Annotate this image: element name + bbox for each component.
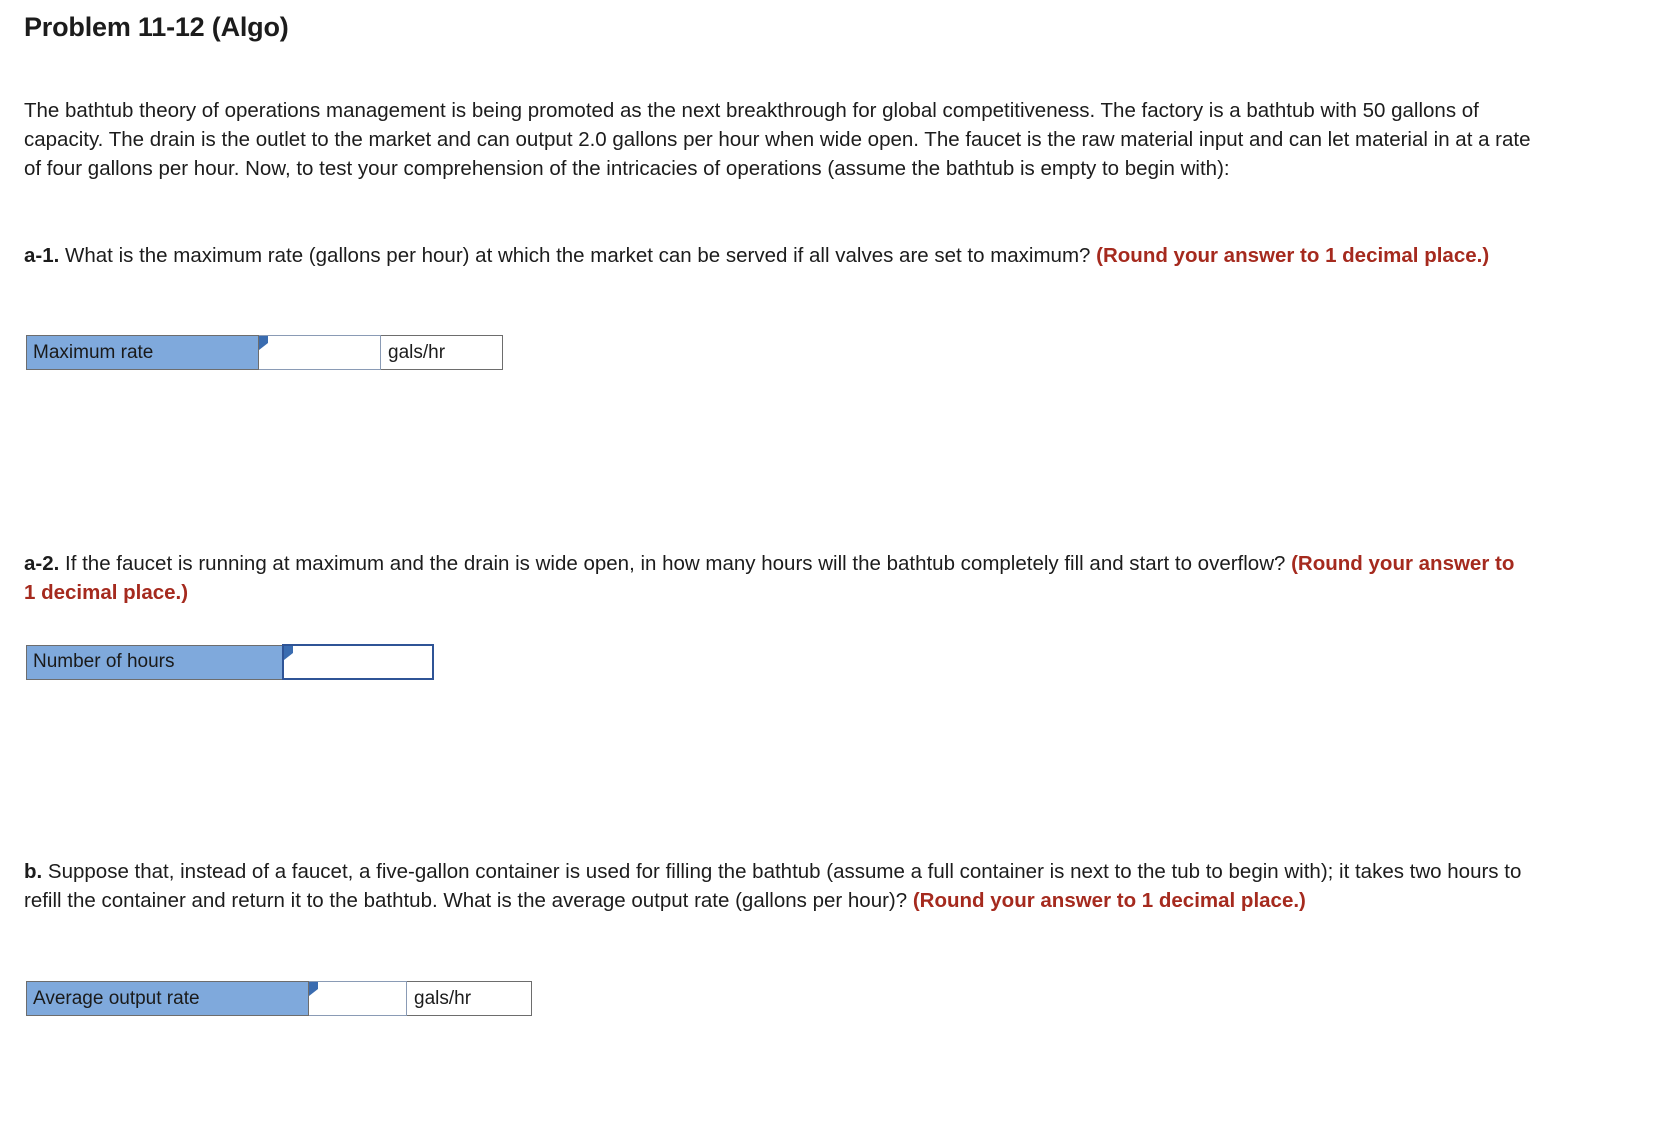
cell-marker-triangle-icon (309, 982, 318, 996)
question-a-2-label: a-2. (24, 552, 60, 575)
question-a-2 (24, 549, 1524, 607)
page-title: Problem 11-12 (Algo) (24, 12, 289, 42)
answer-unit-maximum-rate: gals/hr (381, 336, 503, 370)
question-a-2-text: If the faucet is running at maximum and the drain is wide open, in how many hours will the bathtub completely fill and start to overflow? (59, 552, 1292, 575)
maximum-rate-input[interactable] (259, 336, 380, 369)
number-of-hours-input[interactable] (284, 646, 432, 678)
answer-input-cell-average-output-rate[interactable] (309, 982, 407, 1016)
problem-intro-text: The bathtub theory of operations management is being promoted as the next breakthrough for global competitiveness. The factory is a bathtub with 50 gallons of capacity. The drain is the outlet to the market and can output 2.0 gallons per hour when wide open. The faucet is the raw material input and can let material in at a rate of four gallons per hour. Now, to test your comprehension of the intricacies of operations (assume the bathtub is empty to begin with): (24, 99, 1531, 180)
answer-input-cell-number-of-hours[interactable] (283, 645, 433, 679)
answer-table-maximum-rate (26, 335, 503, 370)
answer-table-number-of-hours (26, 644, 434, 680)
table-row (27, 982, 532, 1016)
cell-marker-triangle-icon (259, 336, 268, 350)
answer-label-number-of-hours: Number of hours (27, 645, 283, 679)
question-b-rounding-note: (Round your answer to 1 decimal place.) (912, 889, 1306, 912)
table-row (27, 645, 433, 679)
answer-input-cell-maximum-rate[interactable] (259, 336, 381, 370)
question-b (24, 857, 1524, 915)
answer-unit-average-output-rate: gals/hr (407, 982, 532, 1016)
question-a-1 (24, 241, 1524, 270)
question-a-1-label: a-1. (24, 244, 60, 267)
question-b-text: Suppose that, instead of a faucet, a five-gallon container is used for filling the bathtub (assume a full container is next to the tub to begin with); it takes two hours to refill the container and return it to the bathtub. What is the average output rate (gallons per hour)? (24, 860, 1522, 912)
question-a-1-text: What is the maximum rate (gallons per hour) at which the market can be served if all valves are set to maximum? (59, 244, 1097, 267)
answer-label-maximum-rate: Maximum rate (27, 336, 259, 370)
average-output-rate-input[interactable] (309, 982, 406, 1015)
answer-table-average-output-rate (26, 981, 532, 1016)
question-a-1-rounding-note: (Round your answer to 1 decimal place.) (1096, 244, 1490, 267)
question-b-label: b. (24, 860, 43, 883)
question-a-2-rounding-note: (Round your answer to 1 decimal place.) (24, 552, 1515, 604)
table-row (27, 336, 503, 370)
answer-label-average-output-rate: Average output rate (27, 982, 309, 1016)
cell-marker-triangle-icon (284, 646, 293, 660)
